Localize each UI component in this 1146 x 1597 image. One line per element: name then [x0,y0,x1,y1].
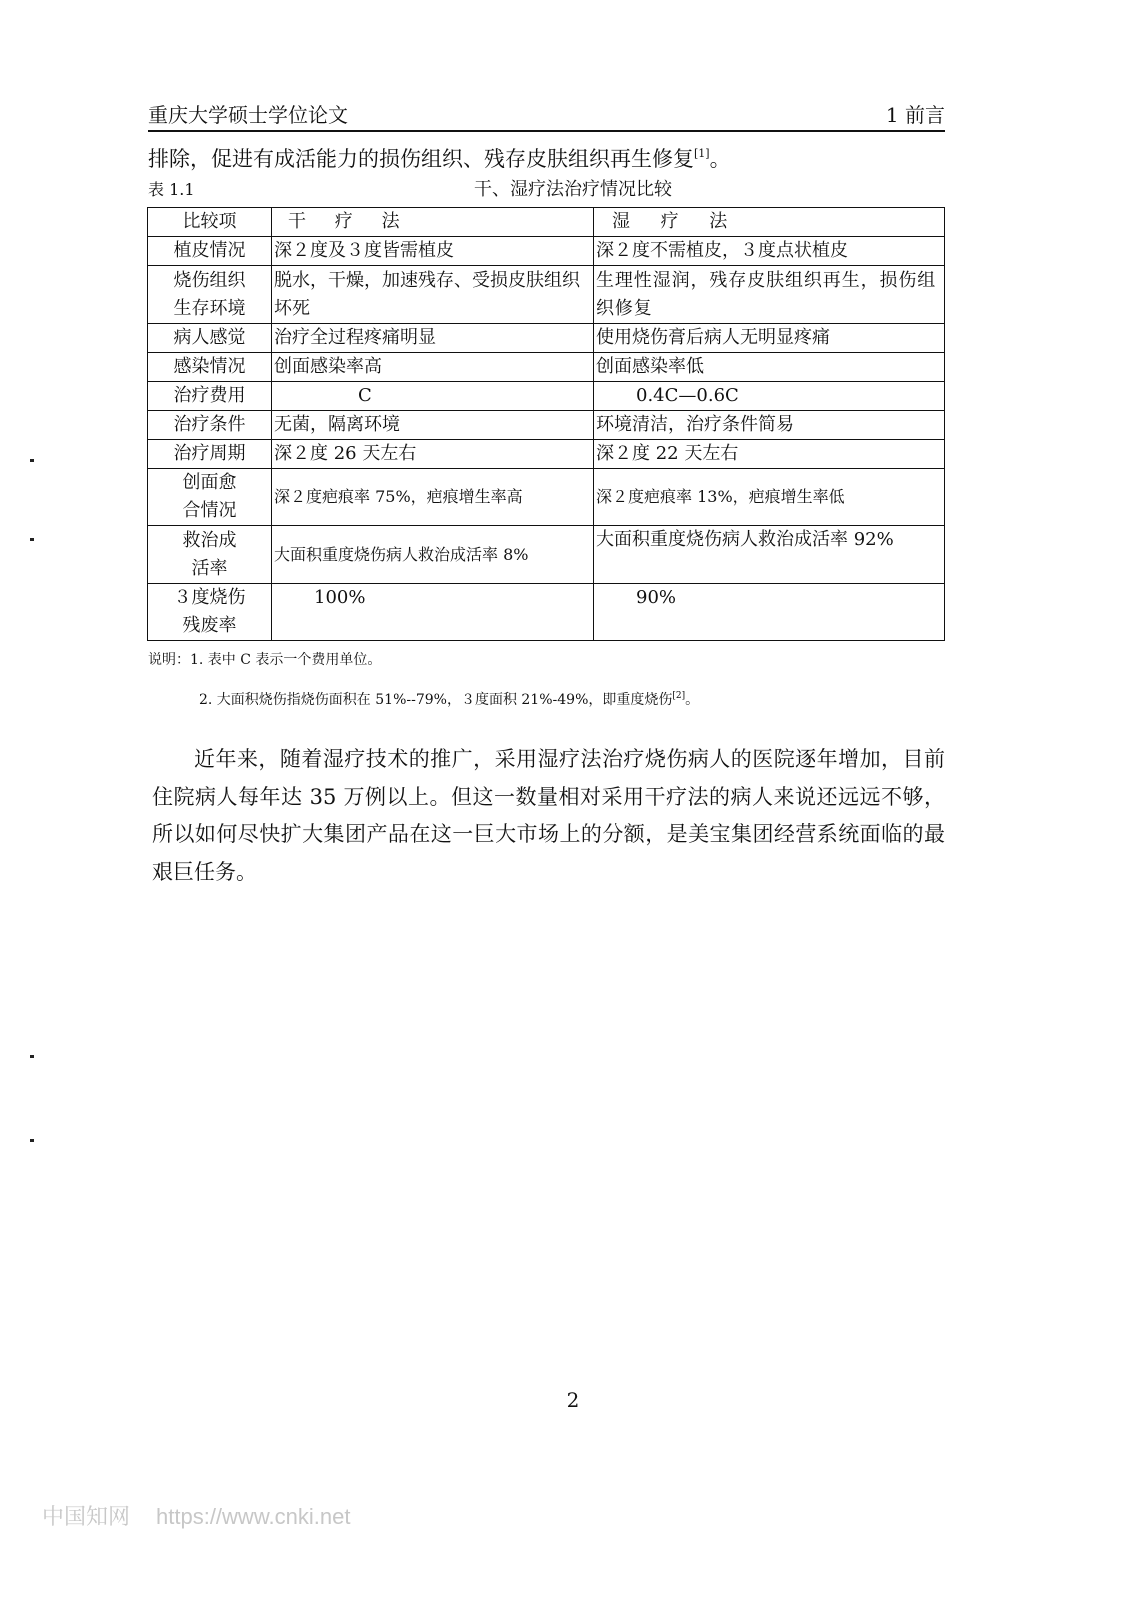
cell-wet: 大面积重度烧伤病人救治成活率 92% [594,526,945,584]
cell-wet: 环境清洁，治疗条件简易 [594,411,945,440]
margin-mark [30,1055,34,1058]
cell-wet: 90% [594,584,945,641]
table-note-2 [199,685,699,711]
row-item: 创面愈 合情况 [148,469,272,526]
table-row [148,584,945,641]
cell-dry: 深２度及３度皆需植皮 [272,237,594,266]
table-caption: 干、湿疗法治疗情况比较 [474,179,672,200]
cell-wet: 深２度不需植皮，３度点状植皮 [594,237,945,266]
row-item: ３度烧伤 残废率 [148,584,272,641]
margin-mark [30,1139,34,1142]
intro-sentence: 排除，促进有成活能力的损伤组织、残存皮肤组织再生修复 [148,147,694,171]
page-number: 2 [566,1388,580,1412]
paragraph-text: 近年来，随着湿疗技术的推广，采用湿疗法治疗烧伤病人的医院逐年增加，目前住院病人每年达 35 万例以上。但这一数量相对采用干疗法的病人来说还远远不够，所以如何尽快扩大集团产品在这一巨大市场上的分额，是美宝集团经营系统面临的最艰巨任务。 [152,747,945,884]
margin-mark [30,459,34,462]
table-row [148,237,945,266]
table-number: 表 1.1 [148,180,195,199]
table-note-2-text: 2. 大面积烧伤指烧伤面积在 51%--79%，３度面积 21%-49%，即重度烧伤 [199,692,673,708]
cell-dry: 100% [272,584,594,641]
cell-dry: 深２度疤痕率 75%，疤痕增生率高 [272,469,594,526]
cell-wet: 创面感染率低 [594,353,945,382]
cnki-logo-text: 中国知网 [42,1504,131,1529]
thesis-title-header: 重庆大学硕士学位论文 [148,103,348,127]
table-note-1: 说明：1. 表中 C 表示一个费用单位。 [148,652,382,668]
cnki-watermark [42,1503,350,1531]
table-header-row [148,208,945,237]
table-row [148,266,945,324]
margin-mark [30,538,34,541]
row-item: 病人感觉 [148,324,272,353]
cell-dry: 创面感染率高 [272,353,594,382]
citation-2: [2] [672,691,686,701]
cell-wet: 深２度 22 天左右 [594,440,945,469]
row-item: 感染情况 [148,353,272,382]
row-item: 植皮情况 [148,237,272,266]
row-item: 烧伤组织 生存环境 [148,266,272,324]
cnki-url: https://www.cnki.net [156,1504,351,1529]
comparison-table [147,207,945,641]
row-item: 治疗费用 [148,382,272,411]
cell-dry: 深２度 26 天左右 [272,440,594,469]
cell-wet: 生理性湿润，残存皮肤组织再生，损伤组织修复 [594,266,945,324]
cell-wet: 0.4C—0.6C [594,382,945,411]
cell-dry: 大面积重度烧伤病人救治成活率 8% [272,526,594,584]
table-row [148,382,945,411]
header-wet-therapy: 湿疗法 [594,208,945,237]
running-header [148,100,945,132]
header-dry-therapy: 干疗法 [272,208,594,237]
row-item: 救治成 活率 [148,526,272,584]
cell-dry: 脱水，干燥，加速残存、受损皮肤组织坏死 [272,266,594,324]
cell-wet: 使用烧伤膏后病人无明显疼痛 [594,324,945,353]
table-row [148,440,945,469]
row-item: 治疗条件 [148,411,272,440]
table-row [148,469,945,526]
cell-dry: 治疗全过程疼痛明显 [272,324,594,353]
table-row [148,526,945,584]
table-note-2-period: 。 [685,692,700,708]
cell-dry: 无菌，隔离环境 [272,411,594,440]
cell-dry: C [272,382,594,411]
intro-period: 。 [709,147,731,171]
citation-1: [1] [694,147,710,160]
header-item: 比较项 [148,208,272,237]
table-row [148,411,945,440]
intro-text [148,138,731,175]
cell-wet: 深２度疤痕率 13%，疤痕增生率低 [594,469,945,526]
table-row [148,324,945,353]
row-item: 治疗周期 [148,440,272,469]
chapter-header: 1 前言 [885,103,945,127]
table-row [148,353,945,382]
body-paragraph [152,741,945,891]
